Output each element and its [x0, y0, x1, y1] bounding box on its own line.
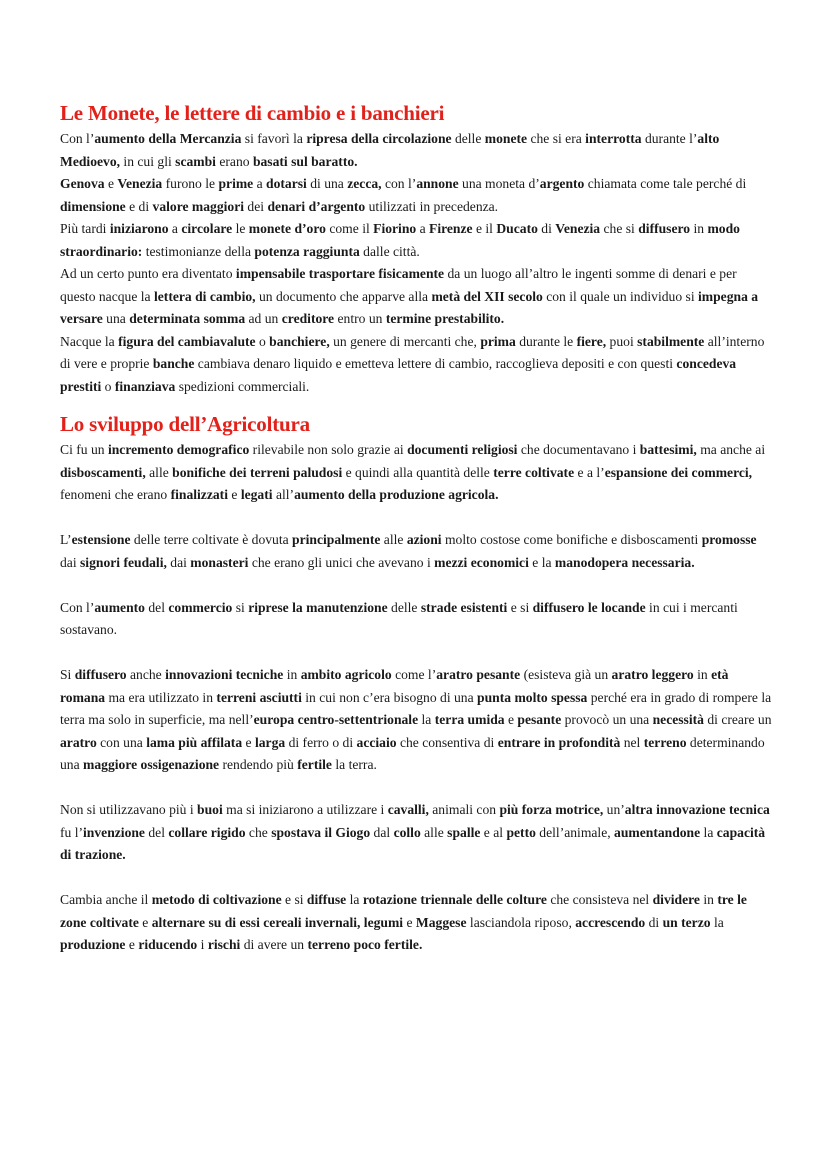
bold-text: larga [254, 734, 286, 750]
text: L’ [60, 532, 72, 547]
bold-text: spalle [447, 824, 481, 840]
text: si [232, 599, 249, 615]
text: e al [480, 824, 507, 840]
paragraph [60, 128, 774, 173]
text: che consentiva di [396, 734, 498, 750]
text: Ad un certo punto era diventato [60, 266, 236, 281]
paragraph [60, 529, 774, 574]
text: con una [96, 734, 147, 750]
text: (esisteva già un [520, 667, 612, 682]
bold-text: concedeva prestiti [60, 356, 737, 394]
text: o [101, 378, 115, 394]
bold-text: incremento demografico [107, 442, 250, 457]
text: in [283, 667, 301, 682]
bold-text: interrotta [585, 131, 642, 146]
bold-text: dividere [652, 892, 700, 907]
bold-text: Maggese [415, 914, 467, 930]
bold-text: aratro leggero [611, 667, 694, 682]
bold-text: invenzione [83, 824, 145, 840]
bold-text: aratro [60, 734, 97, 750]
text: chiamata come tale perché di [584, 176, 747, 191]
bold-text: collo [393, 824, 421, 840]
bold-text: argento [539, 176, 585, 191]
text: che [245, 824, 272, 840]
text: determinando una [60, 734, 765, 772]
bold-text: più forza motrice, [499, 802, 604, 817]
text: ad un [245, 311, 282, 326]
bold-text: strade esistenti [420, 599, 508, 615]
bold-text: espansione dei commerci, [604, 464, 753, 480]
text: del [144, 824, 169, 840]
text: di avere un [240, 937, 308, 952]
bold-text: basati sul baratto. [252, 153, 358, 169]
bold-text: termine prestabilito. [385, 311, 505, 326]
bold-text: finanziava [114, 378, 176, 394]
text: ma si iniziarono a utilizzare i [222, 802, 388, 817]
bold-text: ripresa della circolazione [306, 131, 452, 146]
text: si favorì la [241, 131, 307, 146]
text: alle [380, 532, 407, 547]
bold-text: rischi [207, 937, 241, 952]
text: dalle città. [359, 243, 420, 259]
text: la [346, 892, 363, 907]
text: da un luogo all’altro le ingenti somme di denari e per questo nacque la [60, 266, 737, 304]
bold-text: cavalli, [387, 802, 429, 817]
bold-text: europa centro-settentrionale [253, 712, 419, 727]
text: o [255, 333, 270, 349]
text: di [537, 221, 556, 236]
bold-text: produzione [60, 937, 126, 952]
text: un’ [603, 802, 625, 817]
text: Ci fu un [60, 442, 108, 457]
text: e [504, 712, 518, 727]
text: in [690, 221, 708, 236]
bold-text: riprese la manutenzione [248, 599, 388, 615]
bold-text: diffusero [74, 667, 127, 682]
bold-text: spostava il Giogo [271, 824, 371, 840]
text: alle [420, 824, 448, 840]
text: una moneta d’ [458, 176, 540, 191]
bold-text: monasteri [190, 554, 249, 570]
text: i [197, 937, 208, 952]
section-heading: Lo sviluppo dell’Agricoltura [60, 412, 310, 436]
section-heading: Le Monete, le lettere di cambio e i banchieri [60, 101, 445, 125]
bold-text: necessità [652, 712, 704, 727]
text: come l’ [391, 667, 437, 682]
bold-text: disboscamenti, [60, 464, 146, 480]
text: a [416, 221, 430, 236]
bold-text: alto Medioevo, [60, 131, 720, 169]
bold-text: maggiore ossigenazione [83, 757, 220, 772]
text: di [645, 914, 663, 930]
text: e [242, 734, 255, 750]
text: nel [620, 734, 644, 750]
text: dell’animale, [535, 824, 615, 840]
bold-text: annone [416, 176, 459, 191]
bold-text: aumento della produzione agricola. [294, 487, 499, 502]
text: di ferro o di [285, 734, 357, 750]
text: puoi [606, 333, 638, 349]
text: fu l’ [60, 824, 84, 840]
bold-text: scambi [175, 153, 216, 169]
bold-text: monete d’oro [248, 221, 326, 236]
text: come il [325, 221, 374, 236]
text: con il quale un individuo si [542, 288, 699, 304]
bold-text: Venezia [117, 176, 163, 191]
bold-text: Venezia [555, 221, 601, 236]
text: provocò un una [561, 712, 653, 727]
bold-text: dimensione [60, 198, 126, 214]
bold-text: prima [480, 333, 516, 349]
bold-text: estensione [71, 532, 131, 547]
text: furono le [162, 176, 219, 191]
bold-text: terra umida [434, 712, 505, 727]
text: testimonianze della [142, 243, 255, 259]
bold-text: banche [152, 356, 195, 371]
bold-text: banchiere, [269, 333, 330, 349]
text: Cambia anche il [60, 892, 152, 907]
bold-text: Fiorino [373, 221, 417, 236]
text: e [125, 937, 139, 952]
text: delle terre coltivate è dovuta [130, 532, 293, 547]
section-body [60, 439, 774, 957]
text: all’interno di vere e proprie [60, 333, 765, 371]
text: rilevabile non solo grazie ai [249, 442, 408, 457]
text: e a l’ [574, 464, 605, 480]
bold-text: prime [218, 176, 254, 191]
text: e la [528, 554, 555, 570]
text: Con l’ [60, 131, 95, 146]
text: entro un [334, 311, 386, 326]
bold-text: determinata somma [129, 311, 246, 326]
paragraph [60, 889, 774, 957]
paragraph [60, 218, 774, 263]
bold-text: dotarsi [266, 176, 307, 191]
text: e [403, 914, 416, 930]
text: e quindi alla quantità delle [342, 464, 494, 480]
text: e si [507, 599, 533, 615]
text: in cui non c’era bisogno di una [301, 689, 478, 705]
bold-text: petto [506, 824, 536, 840]
bold-text: lama più affilata [146, 734, 243, 750]
bold-text: terreno [643, 734, 687, 750]
bold-text: circolare [181, 221, 233, 236]
paragraph [60, 331, 774, 399]
bold-text: riducendo [138, 937, 198, 952]
bold-text: manodopera necessaria. [554, 554, 695, 570]
text: in cui gli [120, 153, 176, 169]
bold-text: impegna a versare [60, 288, 759, 326]
text: che erano gli unici che avevano i [248, 554, 435, 570]
bold-text: figura del cambiavalute [118, 333, 256, 349]
text: Più tardi [60, 221, 110, 236]
bold-text: ambito agricolo [300, 667, 392, 682]
bold-text: legati [240, 487, 273, 502]
text: in cui i mercanti sostavano. [60, 599, 738, 637]
bold-text: finalizzati [170, 487, 228, 502]
text: e si [281, 892, 307, 907]
text: un genere di mercanti che, [329, 333, 481, 349]
text: e [104, 176, 118, 191]
text: dei [244, 198, 268, 214]
bold-text: azioni [406, 532, 442, 547]
bold-text: Firenze [429, 221, 473, 236]
text: con l’ [381, 176, 417, 191]
text: in [699, 892, 718, 907]
bold-text: tre le zone coltivate [60, 892, 747, 930]
text: Con l’ [60, 599, 95, 615]
bold-text: principalmente [292, 532, 381, 547]
bold-text: un terzo [662, 914, 711, 930]
text: le [232, 221, 249, 236]
text: la terra. [331, 757, 377, 772]
bold-text: bonifiche dei terreni paludosi [172, 464, 343, 480]
bold-text: Ducato [496, 221, 538, 236]
text: fenomeni che erano [60, 487, 171, 502]
text: e [227, 487, 241, 502]
text: la [710, 914, 724, 930]
text: cambiava denaro liquido e emetteva lettere di cambio, raccoglieva depositi e con questi [194, 356, 677, 371]
bold-text: impensabile trasportare fisicamente [235, 266, 445, 281]
text: e di [125, 198, 153, 214]
bold-text: Genova [60, 176, 105, 191]
text: erano [215, 153, 253, 169]
text: lasciandola riposo, [466, 914, 576, 930]
text: che consisteva nel [546, 892, 653, 907]
bold-text: fertile [297, 757, 332, 772]
text: dai [60, 554, 81, 570]
text: delle [451, 131, 485, 146]
text: e il [472, 221, 497, 236]
bold-text: acciaio [356, 734, 397, 750]
text: una [102, 311, 130, 326]
section-monete [60, 98, 774, 398]
text: a [253, 176, 267, 191]
bold-text: signori feudali, [80, 554, 167, 570]
text: che si era [527, 131, 586, 146]
bold-text: aratro pesante [436, 667, 521, 682]
bold-text: buoi [197, 802, 223, 817]
text: animali con [428, 802, 500, 817]
bold-text: diffusero le locande [532, 599, 646, 615]
bold-text: aumento [94, 599, 145, 615]
text: Non si utilizzavano più i [60, 802, 198, 817]
text: del [144, 599, 169, 615]
bold-text: aumentandone [614, 824, 701, 840]
bold-text: terre coltivate [493, 464, 575, 480]
bold-text: commercio [168, 599, 233, 615]
bold-text: diffusero [638, 221, 691, 236]
text: molto costose come bonifiche e disboscamenti [441, 532, 702, 547]
text: che si [600, 221, 639, 236]
bold-text: accrescendo [575, 914, 646, 930]
bold-text: promosse [701, 532, 757, 547]
bold-text: punta molto spessa [477, 689, 588, 705]
bold-text: monete [484, 131, 528, 146]
bold-text: creditore [281, 311, 335, 326]
paragraph [60, 439, 774, 507]
bold-text: capacità di trazione. [60, 824, 766, 862]
bold-text: metodo di coltivazione [151, 892, 282, 907]
paragraph [60, 263, 774, 331]
text: durante l’ [641, 131, 698, 146]
text: e [138, 914, 152, 930]
bold-text: stabilmente [637, 333, 705, 349]
bold-text: collare rigido [168, 824, 246, 840]
bold-text: innovazioni tecniche [165, 667, 284, 682]
text: a [168, 221, 182, 236]
bold-text: fiere, [576, 333, 607, 349]
bold-text: mezzi economici [434, 554, 529, 570]
bold-text: metà del XII secolo [431, 288, 543, 304]
text: ma era utilizzato in [105, 689, 217, 705]
text: un documento che apparve alla [255, 288, 432, 304]
bold-text: alternare su di essi cereali invernali, legumi [151, 914, 404, 930]
text: che documentavano i [517, 442, 640, 457]
bold-text: età romana [60, 667, 729, 705]
bold-text: rotazione triennale delle colture [362, 892, 547, 907]
bold-text: documenti religiosi [407, 442, 518, 457]
paragraph [60, 173, 774, 218]
text: alle [145, 464, 173, 480]
text: di creare un [703, 712, 772, 727]
text: ma anche ai [696, 442, 766, 457]
text: durante le [515, 333, 577, 349]
bold-text: battesimi, [639, 442, 697, 457]
text: la [418, 712, 435, 727]
text: la [700, 824, 717, 840]
text: dal [370, 824, 394, 840]
bold-text: aumento della Mercanzia [94, 131, 242, 146]
text: dai [166, 554, 191, 570]
bold-text: terreni asciutti [216, 689, 302, 705]
text: rendendo più [219, 757, 298, 772]
section-agricoltura [60, 409, 774, 957]
bold-text: valore maggiori [152, 198, 245, 214]
text: Si [60, 667, 75, 682]
paragraph [60, 664, 774, 777]
bold-text: modo straordinario: [60, 221, 740, 259]
bold-text: terreno poco fertile. [307, 937, 423, 952]
bold-text: iniziarono [109, 221, 169, 236]
bold-text: zecca, [347, 176, 382, 191]
bold-text: diffuse [306, 892, 347, 907]
bold-text: potenza raggiunta [254, 243, 360, 259]
text: Nacque la [60, 333, 119, 349]
paragraph [60, 597, 774, 642]
text: perché era in grado di rompere la terra ma solo in superficie, ma nell’ [60, 689, 772, 727]
paragraph [60, 799, 774, 867]
text: spedizioni commerciali. [175, 378, 310, 394]
bold-text: entrare in profondità [497, 734, 621, 750]
text: utilizzati in precedenza. [365, 198, 499, 214]
text: delle [387, 599, 421, 615]
bold-text: denari d’argento [267, 198, 366, 214]
bold-text: pesante [517, 712, 562, 727]
section-body [60, 128, 774, 398]
text: anche [126, 667, 166, 682]
text: di una [306, 176, 348, 191]
bold-text: lettera di cambio, [154, 288, 256, 304]
bold-text: altra innovazione tecnica [624, 802, 770, 817]
text: all’ [272, 487, 295, 502]
text: in [693, 667, 712, 682]
